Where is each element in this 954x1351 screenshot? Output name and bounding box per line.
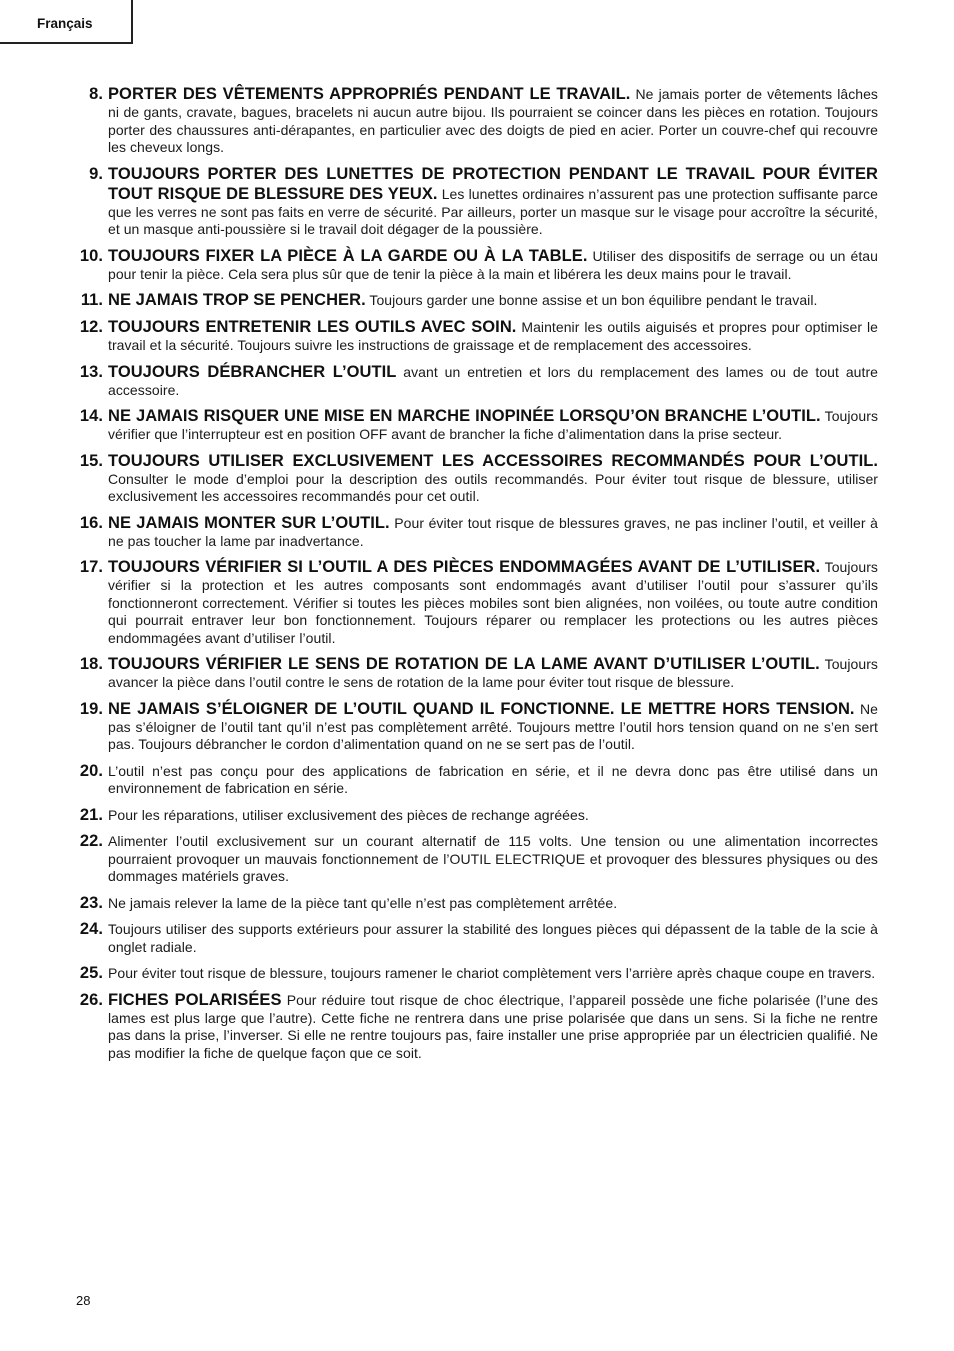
item-number: 23. <box>79 893 103 912</box>
item-heading: TOUJOURS FIXER LA PIÈCE À LA GARDE OU À LA TABLE. <box>108 246 588 265</box>
item-heading: FICHES POLARISÉES <box>108 990 282 1009</box>
item-heading: TOUJOURS ENTRETENIR LES OUTILS AVEC SOIN. <box>108 318 517 336</box>
item-text: Maintenir les outils aiguisés et propres pour optimiser le travail et la sécurité. Toujours suivre les instructions de graissage et de remplacement des accessoires. <box>108 319 878 353</box>
item-number: 13. <box>79 362 103 381</box>
item-text: Toujours avancer la pièce dans l’outil contre le sens de rotation de la lame pour éviter tout risque de blessure. <box>108 656 878 690</box>
item-heading: TOUJOURS UTILISER EXCLUSIVEMENT LES ACCESSOIRES RECOMMANDÉS POUR L’OUTIL. <box>108 451 878 470</box>
item-number: 10. <box>79 246 103 265</box>
item-text: Pour les réparations, utiliser exclusivement des pièces de rechange agréées. <box>108 806 589 823</box>
list-item <box>72 699 878 754</box>
list-item <box>72 831 878 886</box>
item-number: 11. <box>80 291 103 309</box>
item-number: 18. <box>79 655 103 673</box>
list-item <box>72 246 878 284</box>
item-number: 12. <box>79 318 103 336</box>
item-number: 24. <box>79 920 103 938</box>
item-text: Pour réduire tout risque de choc électrique, l’appareil possède une fiche polarisée (l’une des lames est plus large que l’autre). Cette fiche ne rentrera dans une prise polarisée que dans un sens. Si la fiche ne rentre pas dans la prise, l’inverser. Si elle ne rentre toujours pas, faire installer une prise appropriée par un électricien qualifié. Ne pas modifier la fiche de quelque façon que ce soit. <box>108 991 878 1061</box>
item-text: Toujours vérifier que l’interrupteur est en position OFF avant de brancher la fiche d’alimentation dans la prise secteur. <box>108 408 878 442</box>
list-item <box>72 317 878 355</box>
item-heading: TOUJOURS VÉRIFIER LE SENS DE ROTATION DE LA LAME AVANT D’UTILISER L’OUTIL. <box>108 655 820 673</box>
item-heading: TOUJOURS DÉBRANCHER L’OUTIL <box>108 362 397 381</box>
item-number: 8. <box>89 85 103 103</box>
list-item <box>72 451 878 506</box>
list-item <box>72 919 878 956</box>
page-number: 28 <box>76 1293 91 1308</box>
item-number: 14. <box>79 407 103 425</box>
item-text: Ne pas s’éloigner de l’outil tant qu’il n’est pas complètement arrêté. Toujours mettre l’outil hors tension quand on ne s’en sert pas. Toujours débrancher le cordon d’alimentation quand on ne se sert pas de l’outil. <box>108 700 879 752</box>
item-text: L’outil n’est pas conçu pour des applications de fabrication en série, et il ne devra donc pas être utilisé dans un environnement de fabrication en série. <box>108 762 878 796</box>
item-number: 15. <box>79 451 103 470</box>
item-number: 17. <box>79 558 103 576</box>
item-text: Ne jamais relever la lame de la pièce tant qu’elle n’est pas complètement arrêtée. <box>108 894 618 911</box>
item-heading: TOUJOURS PORTER DES LUNETTES DE PROTECTION PENDANT LE TRAVAIL POUR ÉVITER TOUT RISQUE DE BLESSURE DES YEUX. <box>108 164 878 203</box>
item-heading: NE JAMAIS S’ÉLOIGNER DE L’OUTIL QUAND IL FONCTIONNE. LE METTRE HORS TENSION. <box>108 699 855 718</box>
safety-rules-list <box>72 84 878 1069</box>
list-item <box>72 761 878 798</box>
item-number: 9. <box>89 164 103 183</box>
item-text: Ne jamais porter de vêtements lâches ni de gants, cravate, bagues, bracelets ni aucun autre bijou. Ils pourraient se coincer dans les pièces en rotation. Toujours porter des chaussures anti-dérapantes, en particulier avec des doigts de pied en acier. Porter un couvre-chef qui recouvre les cheveux longs. <box>108 86 878 155</box>
item-text: avant un entretien et lors du remplacement des lames ou de tout autre accessoire. <box>108 363 878 398</box>
item-text: Toujours utiliser des supports extérieurs pour assurer la stabilité des longues pièces qui dépassent de la table de la scie à onglet radiale. <box>108 921 878 955</box>
item-heading: NE JAMAIS RISQUER UNE MISE EN MARCHE INOPINÉE LORSQU’ON BRANCHE L’OUTIL. <box>108 407 821 425</box>
item-number: 19. <box>79 699 103 718</box>
list-item <box>72 990 878 1063</box>
item-text: Les lunettes ordinaires n’assurent pas une protection suffisante parce que les verres ne sont pas faits en verre de sécurité. Par ailleurs, porter un masque sur le visage pour accroître la sécurité, et un masque anti-poussière si le travail doit dégager de la poussière. <box>108 185 879 237</box>
item-text: Alimenter l’outil exclusivement sur un courant alternatif de 115 volts. Une tension ou une alimentation incorrectes pourraient provoquer un mauvais fonctionnement de l’OUTIL ELECTRIQUE et provoquer des blessures physiques ou des dommages matériels graves. <box>108 833 878 884</box>
list-item <box>72 805 878 825</box>
item-text: Utiliser des dispositifs de serrage ou un étau pour tenir la pièce. Cela sera plus sûr que de tenir la pièce à la main et libérera les deux mains pour le travail. <box>108 247 878 282</box>
item-text: Pour éviter tout risque de blessure, toujours ramener le chariot complètement vers l’arrière après chaque coupe en travers. <box>108 965 876 981</box>
item-number: 22. <box>79 832 103 850</box>
item-number: 25. <box>79 964 103 982</box>
list-item <box>72 84 878 157</box>
list-item <box>72 362 878 400</box>
item-number: 26. <box>79 990 103 1009</box>
language-label: Français <box>37 16 93 31</box>
list-item <box>72 557 878 647</box>
list-item <box>72 963 878 983</box>
item-number: 21. <box>79 805 103 824</box>
item-text: Consulter le mode d’emploi pour la description des outils recommandés. Pour éviter tout risque de blessure, utiliser exclusivement les accessoires recommandés pour cet outil. <box>108 470 878 504</box>
list-item <box>72 406 878 444</box>
item-text: Pour éviter tout risque de blessures graves, ne pas incliner l’outil, et veiller à ne pas toucher la lame par inadvertance. <box>108 514 879 549</box>
list-item <box>72 290 878 310</box>
item-heading: TOUJOURS VÉRIFIER SI L’OUTIL A DES PIÈCES ENDOMMAGÉES AVANT DE L’UTILISER. <box>108 558 821 576</box>
item-text: Toujours garder une bonne assise et un bon équilibre pendant le travail. <box>365 292 818 308</box>
item-heading: NE JAMAIS MONTER SUR L’OUTIL. <box>108 513 390 532</box>
list-item <box>72 893 878 913</box>
item-heading: PORTER DES VÊTEMENTS APPROPRIÉS PENDANT LE TRAVAIL. <box>108 85 631 103</box>
item-number: 20. <box>79 761 103 780</box>
item-heading: NE JAMAIS TROP SE PENCHER. <box>108 291 366 309</box>
item-text: Toujours vérifier si la protection et les autres composants sont endommagés avant d’utiliser l’outil pour s’assurer qu’ils fonctionneront correctement. Vérifier si toutes les pièces mobiles sont bien alignées, non voilées, ou toute autre condition qui pourrait entraver leur bon fonctionnement. Toujours réparer ou remplacer les protections ou les autres pièces endommagées avant d’utiliser l’outil. <box>108 559 878 646</box>
language-tab <box>0 0 133 44</box>
list-item <box>72 164 878 239</box>
list-item <box>72 513 878 551</box>
item-number: 16. <box>79 513 103 532</box>
list-item <box>72 654 878 692</box>
